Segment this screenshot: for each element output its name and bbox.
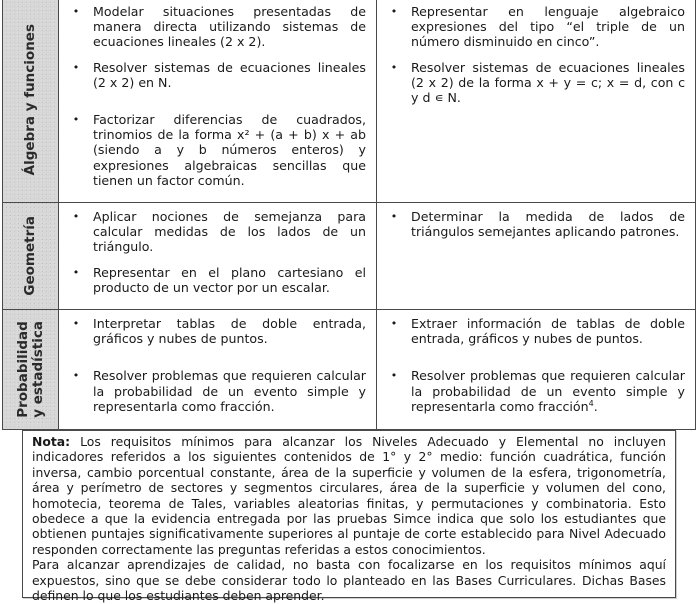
list-item xyxy=(377,60,685,106)
list-item xyxy=(377,316,685,346)
table-row-probabilidad xyxy=(3,310,696,430)
bullet-icon: • xyxy=(390,60,398,74)
bullet-icon: • xyxy=(72,113,80,127)
adequate-level-cell xyxy=(59,0,377,203)
item-text: Representar en lenguaje algebraico expresiones del tipo “el triple de un número disminuido en cinco”. xyxy=(411,4,685,50)
item-text: Aplicar nociones de semejanza para calcular medidas de los lados de un triángulo. xyxy=(93,209,366,255)
bullet-icon: • xyxy=(390,317,398,331)
list-item xyxy=(59,265,366,295)
row-label-algebra: Álgebra y funciones xyxy=(22,24,38,176)
adequate-level-cell xyxy=(59,310,377,430)
item-text: Resolver sistemas de ecuaciones lineales (2 x 2) en N. xyxy=(93,59,366,90)
footnote-marker: 4 xyxy=(588,398,594,408)
list-item xyxy=(59,4,366,50)
list-item xyxy=(59,209,366,255)
note-paragraph-1 xyxy=(32,434,666,557)
note-box xyxy=(22,430,676,604)
table-row-algebra xyxy=(3,0,696,203)
row-label-line1: Probabilidad xyxy=(14,321,31,418)
bullet-icon: • xyxy=(72,369,80,383)
list-item xyxy=(59,368,366,414)
item-text: Representar en el plano cartesiano el producto de un vector por un escalar. xyxy=(93,264,366,295)
item-text: Extraer información de tablas de doble entrada, gráficos y nubes de puntos. xyxy=(411,316,685,347)
row-label-cell xyxy=(3,310,59,430)
item-text: Factorizar diferencias de cuadrados, trinomios de la forma x² + (a + b) x + ab (siendo a y b números enteros) y expresiones algebraicas sencillas que tienen un factor común. xyxy=(93,112,366,188)
bullet-icon: • xyxy=(72,60,80,74)
bullet-icon: • xyxy=(390,5,398,18)
row-label-cell xyxy=(3,203,59,310)
note-text-1: Los requisitos mínimos para alcanzar los Niveles Adecuado y Elemental no incluyen indicadores referidos a los siguientes contenidos de 1° y 2° medio: función cuadrática, función inversa, cambio porcentual constante, área de la superficie y volumen de la esfera, trigonometría, área y perímetro de sectores y segmentos circulares, área de la superficie y volumen del cono, homotecia, teorema de Tales, variables aleatorias finitas, y permutaciones y combinatoria. Esto obedece a que la evidencia entregada por las pruebas Simce indica que solo los estudiantes que obtienen puntajes significativamente superiores al puntaje de corte establecido para Nivel Adecuado responden correctamente las preguntas referidas a estos conocimientos. xyxy=(32,434,666,557)
adequate-level-cell xyxy=(59,203,377,310)
bullet-icon: • xyxy=(390,210,398,224)
bullet-icon: • xyxy=(72,5,80,18)
table-row-geometria xyxy=(3,203,696,310)
bullet-icon: • xyxy=(72,265,80,279)
elemental-level-cell xyxy=(377,310,696,430)
list-item xyxy=(59,316,366,346)
item-text: Determinar la medida de lados de triángulos semejantes aplicando patrones. xyxy=(411,209,685,240)
item-text: Interpretar tablas de doble entrada, gráficos y nubes de puntos. xyxy=(93,316,366,347)
bullet-icon: • xyxy=(390,369,398,383)
row-label-cell xyxy=(3,0,59,203)
item-text: Resolver sistemas de ecuaciones lineales (2 x 2) de la forma x + y = c; x = d, con c y d ∊ N. xyxy=(411,59,685,106)
list-item xyxy=(377,368,685,414)
elemental-level-cell xyxy=(377,0,696,203)
list-item xyxy=(377,209,685,239)
note-label: Nota: xyxy=(32,434,71,449)
row-label-line2: y estadística xyxy=(29,321,46,418)
list-item xyxy=(59,112,366,188)
item-text: Resolver problemas que requieren calcular la probabilidad de un evento simple y representarla como fracción$^4$. xyxy=(411,368,685,414)
row-label-probabilidad xyxy=(16,321,46,418)
item-text: Resolver problemas que requieren calcular la probabilidad de un evento simple y representarla como fracción. xyxy=(93,368,366,414)
requirements-table xyxy=(2,0,696,430)
item-text: Modelar situaciones presentadas de manera directa utilizando sistemas de ecuaciones lineales (2 x 2). xyxy=(93,4,366,50)
row-label-geometria: Geometría xyxy=(22,216,38,296)
list-item xyxy=(377,4,685,50)
bullet-icon: • xyxy=(72,210,80,224)
item-text-body: Resolver problemas que requieren calcular la probabilidad de un evento simple y representarla como fracción xyxy=(411,368,685,414)
bullet-icon: • xyxy=(72,317,80,331)
elemental-level-cell xyxy=(377,203,696,310)
note-paragraph-2: Para alcanzar aprendizajes de calidad, no basta con focalizarse en los requisitos mínimos aquí expuestos, sino que se debe considerar todo lo planteado en las Bases Curriculares. Dichas Bases definen lo que los estudiantes deben aprender. xyxy=(32,557,666,604)
list-item xyxy=(59,60,366,90)
